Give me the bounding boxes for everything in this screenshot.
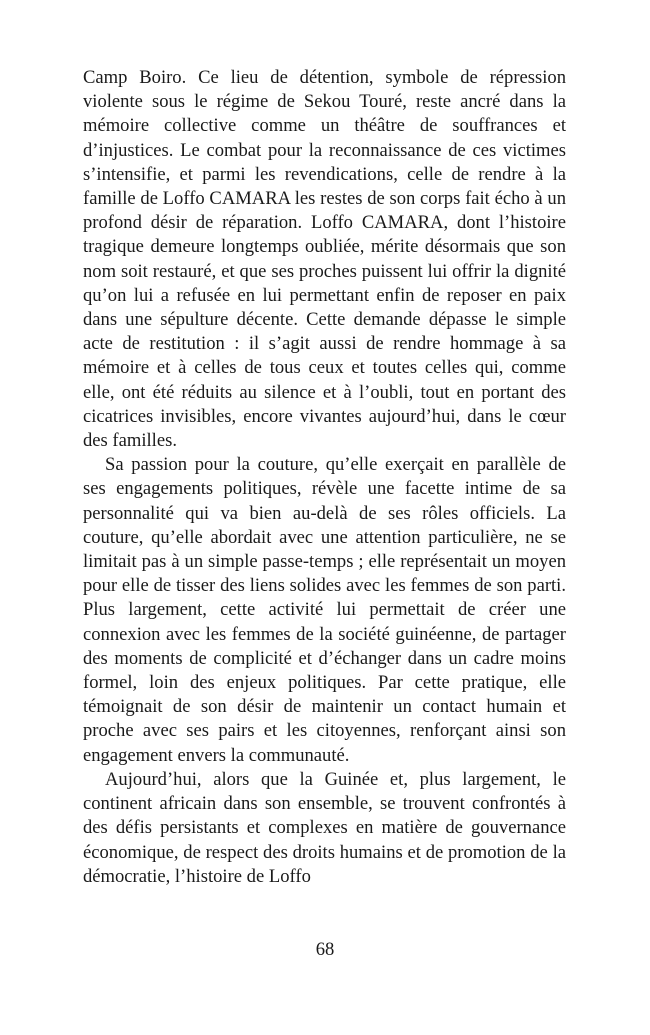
paragraph-aujourdhui: Aujourd’hui, alors que la Guinée et, plus largement, le continent africain dans son ensemble, se trouvent confrontés à des défis persistants et complexes en matière de gouvernance économique, de respect des droits humains et de promotion de la démocratie, l’histoire de Loffo: [83, 768, 566, 887]
paragraph-couture: Sa passion pour la couture, qu’elle exerçait en parallèle de ses engagements politiques, révèle une facette intime de sa personnalité qui va bien au-delà de ses rôles officiels. La couture, qu’elle abordait avec une attention particulière, ne se limitait pas à un simple passe-temps ; elle représentait un moyen pour elle de tisser des liens solides avec les femmes de son parti. Plus largement, cette activité lui permettait de créer une connexion avec les femmes de la société guinéenne, de partager des moments de complicité et d’échanger dans un cadre moins formel, loin des enjeux politiques. Par cette pratique, elle témoignait de son désir de maintenir un contact humain et proche avec ses pairs et les citoyennes, renforçant ainsi son engagement envers la communauté.: [83, 454, 566, 766]
body-text: [83, 66, 566, 889]
paragraph-continued: Camp Boiro. Ce lieu de détention, symbole de répression violente sous le régime de Sekou Touré, reste ancré dans la mémoire collective comme un théâtre de souffrances et d’injustices. Le combat pour la reconnaissance de ces victimes s’intensifie, et parmi les revendications, celle de rendre à la famille de Loffo CAMARA les restes de son corps fait écho à un profond désir de réparation. Loffo CAMARA, dont l’histoire tragique demeure longtemps oubliée, mérite désormais que son nom soit restauré, et que ses proches puissent lui offrir la dignité qu’on lui a refusée en lui permettant enfin de reposer en paix dans une sépulture décente. Cette demande dépasse le simple acte de restitution : il s’agit aussi de rendre hommage à sa mémoire et à celles de tous ceux et toutes celles qui, comme elle, ont été réduits au silence et à l’oubli, tout en portant des cicatrices invisibles, encore vivantes aujourd’hui, dans le cœur des familles.: [83, 67, 566, 452]
page-number: 68: [315, 939, 335, 960]
